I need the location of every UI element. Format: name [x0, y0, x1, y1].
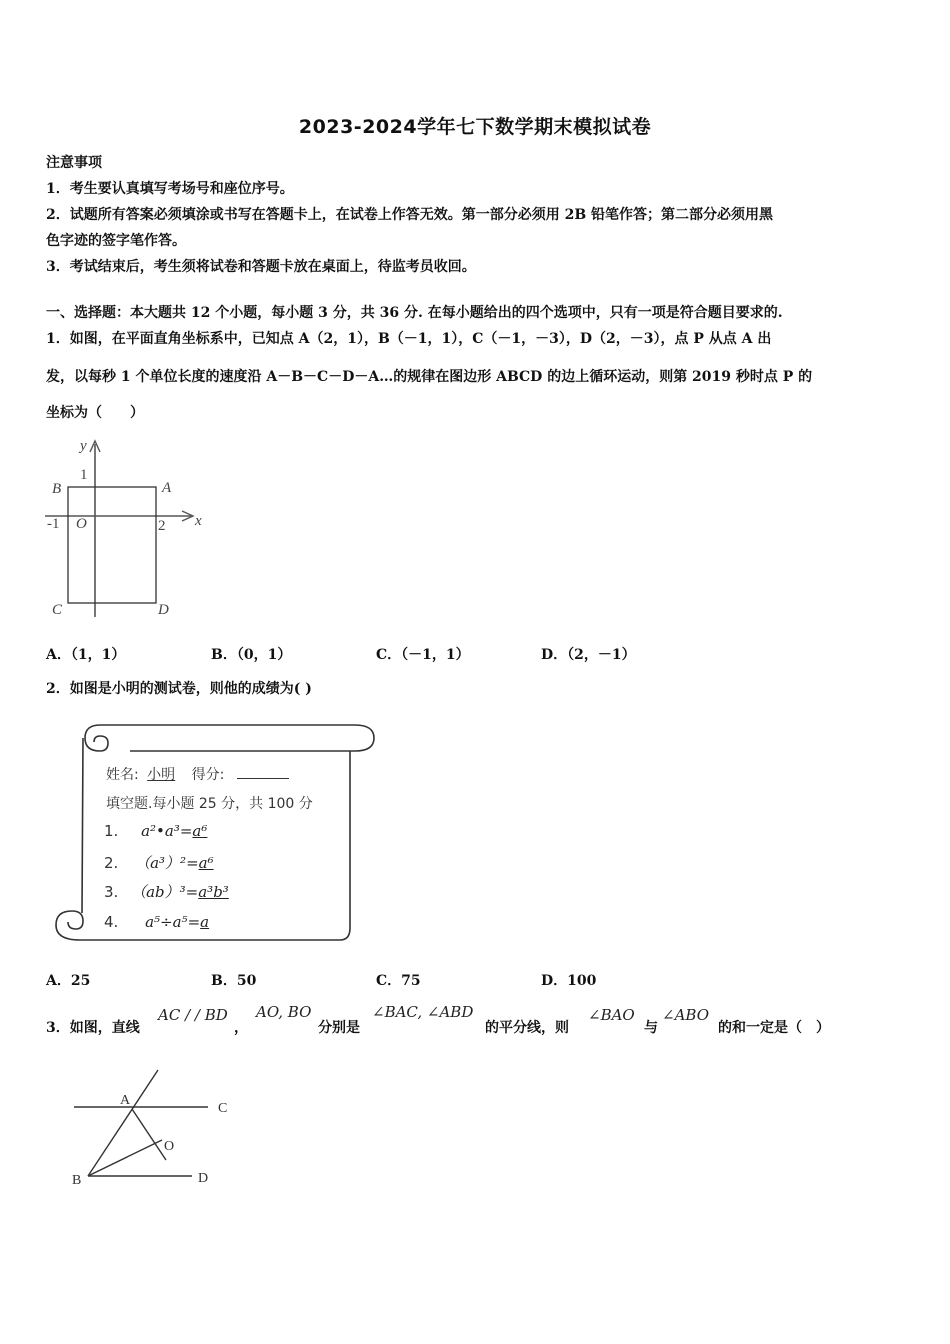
point-a-label: A — [120, 1093, 131, 1108]
scroll-item-2 — [104, 852, 214, 873]
item-rhs: a — [200, 913, 210, 931]
scroll-item-1 — [104, 821, 207, 840]
item-lhs: （ab）³= — [131, 883, 199, 901]
name-label: 姓名: — [106, 767, 139, 783]
item-rhs: a³b³ — [198, 883, 229, 901]
item-number: 1. — [104, 822, 119, 840]
scroll-outline — [50, 718, 380, 948]
notice-heading: 注意事项 — [46, 155, 102, 171]
q3-suffix: 的和一定是（ ） — [718, 1020, 830, 1036]
score-blank — [237, 778, 289, 779]
tick-2-label: 2 — [158, 518, 166, 534]
item-lhs: （a³）²= — [135, 854, 199, 872]
q3-prefix: 3．如图，直线 — [46, 1020, 140, 1036]
q3-math-angle-bao: ∠BAO — [588, 1006, 635, 1024]
point-d-label: D — [158, 602, 169, 618]
score-label: 得分: — [191, 767, 225, 783]
q2-option-c[interactable]: C．75 — [376, 973, 421, 989]
point-b-label: B — [52, 481, 62, 497]
scroll-item-3 — [104, 881, 229, 902]
x-label: x — [195, 513, 202, 529]
q2-option-a[interactable]: A．25 — [46, 973, 91, 989]
notice-item-2-cont: 色字迹的签字笔作答。 — [46, 233, 186, 249]
q1-option-b[interactable]: B．（0，1） — [211, 647, 292, 663]
item-lhs: a²•a³= — [141, 822, 193, 840]
q1-option-d[interactable]: D．（2，－1） — [541, 647, 636, 663]
q3-sep-3: 的平分线，则 — [485, 1020, 569, 1036]
point-d-label: D — [198, 1171, 209, 1186]
section-heading: 一、选择题：本大题共 12 个小题，每小题 3 分，共 36 分. 在每小题给出的四个选项中，只有一项是符合题目要求的. — [46, 305, 783, 321]
page-title: 2023-2024学年七下数学期末模拟试卷 — [298, 116, 652, 138]
q3-math-angles: ∠BAC, ∠ABD — [372, 1003, 474, 1021]
origin-label: O — [76, 516, 87, 532]
q1-option-a[interactable]: A．（1，1） — [46, 647, 126, 663]
test-paper-scroll — [50, 718, 380, 948]
notice-item-3: 3．考试结束后，考生须将试卷和答题卡放在桌面上，待监考员收回。 — [46, 259, 476, 275]
tick-1-label: 1 — [80, 467, 88, 483]
scroll-item-4 — [104, 912, 209, 931]
tick-neg1-label: -1 — [47, 516, 60, 532]
scroll-name-row — [106, 764, 289, 784]
rectangle-abcd — [68, 487, 156, 603]
notice-item-2: 2．试题所有答案必须填涂或书写在答题卡上，在试卷上作答无效。第一部分必须用 2B 铅笔作答；第二部分必须用黑 — [46, 207, 774, 223]
item-rhs: a⁶ — [192, 822, 208, 840]
q3-sep-2: 分别是 — [318, 1020, 360, 1036]
q1-coordinate-figure — [40, 432, 210, 622]
notice-item-1: 1．考生要认真填写考场号和座位序号。 — [46, 181, 294, 197]
scroll-instruction: 填空题.每小题 25 分，共 100 分 — [106, 796, 313, 812]
y-label: y — [80, 438, 87, 454]
q1-line-1: 1．如图，在平面直角坐标系中，已知点 A（2，1），B（－1，1），C（－1，－3），D（2，－3），点 P 从点 A 出 — [46, 331, 772, 347]
item-rhs: a⁶ — [198, 854, 214, 872]
point-c-label: C — [218, 1101, 228, 1116]
q3-sep-4: 与 — [644, 1020, 658, 1036]
point-a-label: A — [162, 480, 172, 496]
q1-option-c[interactable]: C．（－1，1） — [376, 647, 470, 663]
point-o-label: O — [164, 1139, 175, 1154]
q2-option-d[interactable]: D．100 — [541, 973, 597, 989]
item-number: 3. — [104, 883, 119, 901]
point-b-label: B — [72, 1173, 82, 1188]
q2-text: 2．如图是小明的测试卷，则他的成绩为( ) — [46, 681, 312, 697]
item-number: 4. — [104, 913, 119, 931]
q3-parallel-lines-figure — [66, 1062, 246, 1192]
q3-sep-1: ， — [234, 1020, 248, 1036]
q1-line-2: 发，以每秒 1 个单位长度的速度沿 A－B－C－D－A…的规律在图边形 ABCD 的边上循环运动，则第 2019 秒时点 P 的 — [46, 369, 813, 385]
line-ab-extended — [88, 1070, 158, 1176]
point-c-label: C — [52, 602, 63, 618]
q3-math-angle-abo: ∠ABO — [662, 1006, 709, 1024]
q2-option-b[interactable]: B．50 — [211, 973, 257, 989]
item-number: 2. — [104, 854, 119, 872]
q3-math-bisectors: AO, BO — [256, 1003, 312, 1021]
q1-line-3: 坐标为（ ） — [46, 405, 144, 421]
q3-math-parallel: AC / / BD — [158, 1006, 228, 1024]
name-value: 小明 — [147, 767, 176, 783]
item-lhs: a⁵÷a⁵= — [145, 913, 201, 931]
